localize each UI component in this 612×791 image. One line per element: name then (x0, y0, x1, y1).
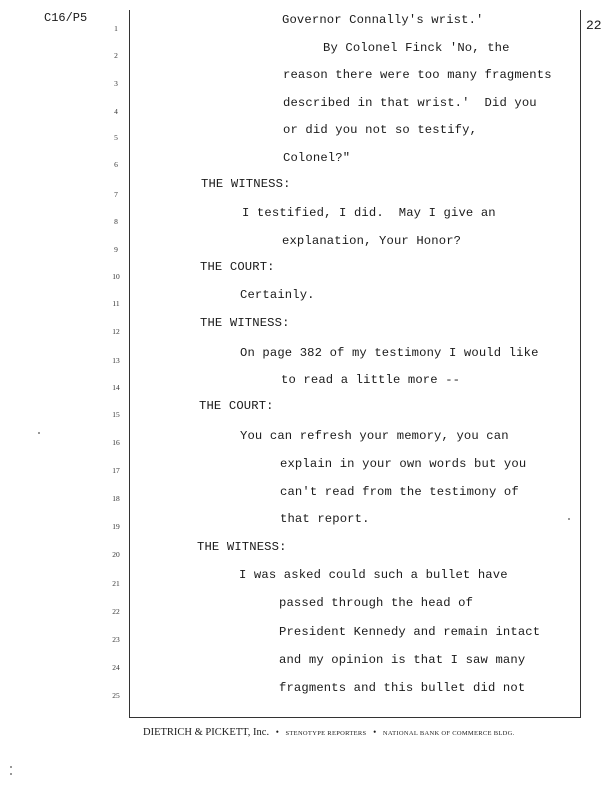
transcript-line: Certainly. (240, 288, 315, 302)
line-number: 4 (114, 107, 118, 116)
separator: • (275, 727, 279, 737)
line-number: 6 (114, 160, 118, 169)
line-number: 22 (112, 607, 120, 616)
speaker-label: THE COURT: (200, 260, 275, 274)
speaker-label: THE WITNESS: (201, 177, 291, 191)
scan-speck (10, 766, 12, 768)
line-number: 8 (114, 217, 118, 226)
transcript-line: Colonel?" (283, 151, 351, 165)
speaker-label: THE WITNESS: (200, 316, 290, 330)
transcript-line: described in that wrist.' Did you (283, 96, 537, 110)
reporter-footer (143, 727, 573, 738)
service-label: STENOTYPE REPORTERS (285, 730, 367, 737)
scan-speck (10, 773, 12, 775)
page-id: C16/P5 (44, 11, 88, 25)
line-number: 18 (112, 494, 120, 503)
transcript-line: fragments and this bullet did not (279, 681, 526, 695)
address-label: NATIONAL BANK OF COMMERCE BLDG. (382, 730, 515, 737)
line-number: 12 (112, 327, 120, 336)
line-number: 7 (114, 190, 118, 199)
line-number: 25 (112, 691, 120, 700)
line-number: 17 (112, 466, 120, 475)
line-number: 19 (112, 522, 120, 531)
line-number: 13 (112, 356, 120, 365)
transcript-line: can't read from the testimony of (280, 485, 519, 499)
transcript-line: to read a little more -- (281, 373, 461, 387)
transcript-line: passed through the head of (279, 596, 474, 610)
line-number: 9 (114, 245, 118, 254)
line-number: 15 (112, 410, 120, 419)
line-number: 2 (114, 51, 118, 60)
transcript-line: explain in your own words but you (280, 457, 527, 471)
transcript-line: or did you not so testify, (283, 123, 478, 137)
line-number: 1 (114, 24, 118, 33)
line-number: 20 (112, 550, 120, 559)
scan-speck (38, 432, 40, 434)
transcript-line: President Kennedy and remain intact (279, 625, 541, 639)
transcript-line: and my opinion is that I saw many (279, 653, 526, 667)
line-number: 24 (112, 663, 120, 672)
line-number: 23 (112, 635, 120, 644)
page-number: 22 (586, 18, 602, 33)
transcript-line: By Colonel Finck 'No, the (323, 41, 510, 55)
line-number: 21 (112, 579, 120, 588)
line-number: 16 (112, 438, 120, 447)
transcript-line: Governor Connally's wrist.' (282, 13, 484, 27)
transcript-line: I testified, I did. May I give an (242, 206, 496, 220)
speaker-label: THE WITNESS: (197, 540, 287, 554)
transcript-line: On page 382 of my testimony I would like (240, 346, 539, 360)
transcript-line: You can refresh your memory, you can (240, 429, 509, 443)
line-number: 14 (112, 383, 120, 392)
transcript-line: explanation, Your Honor? (282, 234, 462, 248)
line-number: 3 (114, 79, 118, 88)
transcript-frame (129, 10, 581, 718)
firm-name: DIETRICH & PICKETT, Inc. (143, 727, 270, 738)
line-number: 11 (112, 299, 120, 308)
transcript-line: reason there were too many fragments (283, 68, 552, 82)
line-number: 5 (114, 133, 118, 142)
transcript-line: that report. (280, 512, 370, 526)
transcript-line: I was asked could such a bullet have (239, 568, 508, 582)
line-number: 10 (112, 272, 120, 281)
speaker-label: THE COURT: (199, 399, 274, 413)
separator: • (373, 727, 377, 737)
scan-speck (568, 518, 570, 520)
